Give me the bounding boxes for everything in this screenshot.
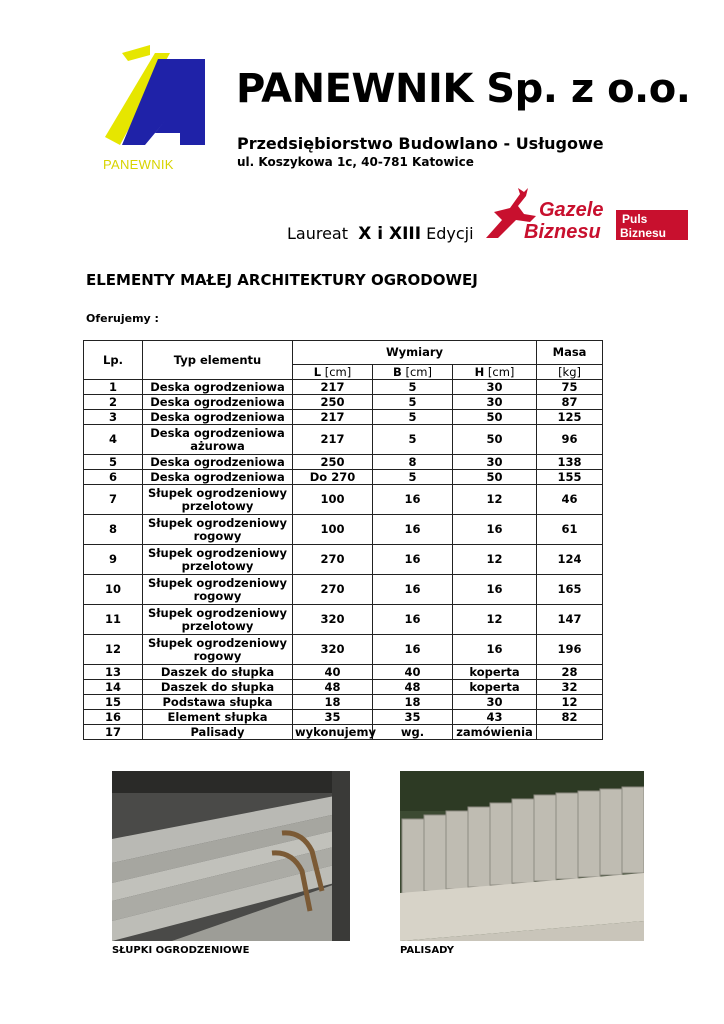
cell-b: 5 [373, 410, 453, 425]
laureat-editions: X i XIII [358, 224, 422, 244]
cell-h: 16 [453, 575, 537, 605]
cell-l: 40 [293, 665, 373, 680]
cell-lp: 6 [84, 470, 143, 485]
table-row [84, 425, 603, 455]
cell-type: Słupek ogrodzeniowy przelotowy [143, 605, 293, 635]
caption-palisades: PALISADY [400, 945, 454, 956]
company-subtitle: Przedsiębiorstwo Budowlano - Usługowe [237, 134, 604, 153]
cell-type: Deska ogrodzeniowa [143, 470, 293, 485]
cell-h: 50 [453, 410, 537, 425]
cell-m: 124 [537, 545, 603, 575]
cell-type: Słupek ogrodzeniowy rogowy [143, 575, 293, 605]
cell-lp: 9 [84, 545, 143, 575]
gazele-biznesu-badge [484, 186, 690, 242]
cell-l: 320 [293, 605, 373, 635]
unit-l: L [cm] [293, 365, 373, 380]
cell-b: 16 [373, 485, 453, 515]
cell-type: Element słupka [143, 710, 293, 725]
badge-puls1: Puls [622, 212, 648, 226]
cell-lp: 13 [84, 665, 143, 680]
cell-type: Słupek ogrodzeniowy przelotowy [143, 545, 293, 575]
cell-b: 16 [373, 605, 453, 635]
table-row [84, 695, 603, 710]
cell-l: 270 [293, 545, 373, 575]
laureat-line [287, 224, 474, 244]
cell-type: Deska ogrodzeniowa [143, 380, 293, 395]
cell-type: Daszek do słupka [143, 665, 293, 680]
cell-l: 18 [293, 695, 373, 710]
laureat-suffix: Edycji [426, 224, 474, 243]
cell-m: 12 [537, 695, 603, 710]
unit-h: H [cm] [453, 365, 537, 380]
products-table [83, 340, 603, 740]
cell-l: 35 [293, 710, 373, 725]
table-row [84, 710, 603, 725]
cell-h: 12 [453, 485, 537, 515]
cell-type: Daszek do słupka [143, 680, 293, 695]
cell-l: 320 [293, 635, 373, 665]
table-row [84, 665, 603, 680]
cell-b: 18 [373, 695, 453, 710]
table-row [84, 485, 603, 515]
cell-m: 28 [537, 665, 603, 680]
cell-b: 5 [373, 395, 453, 410]
caption-fence-posts: SŁUPKI OGRODZENIOWE [112, 945, 250, 956]
cell-lp: 15 [84, 695, 143, 710]
cell-m: 75 [537, 380, 603, 395]
cell-lp: 8 [84, 515, 143, 545]
cell-h: 50 [453, 470, 537, 485]
cell-m: 46 [537, 485, 603, 515]
table-row [84, 455, 603, 470]
unit-b: B [cm] [373, 365, 453, 380]
table-row [84, 605, 603, 635]
cell-lp: 5 [84, 455, 143, 470]
cell-h: 12 [453, 605, 537, 635]
cell-m: 82 [537, 710, 603, 725]
cell-lp: 10 [84, 575, 143, 605]
offer-label: Oferujemy : [86, 312, 159, 325]
cell-b: 8 [373, 455, 453, 470]
section-heading: ELEMENTY MAŁEJ ARCHITEKTURY OGRODOWEJ [86, 271, 478, 289]
cell-type: Deska ogrodzeniowa ażurowa [143, 425, 293, 455]
unit-mass: [kg] [537, 365, 603, 380]
cell-m: 61 [537, 515, 603, 545]
cell-lp: 14 [84, 680, 143, 695]
table-row [84, 470, 603, 485]
cell-h: koperta [453, 680, 537, 695]
cell-m: 32 [537, 680, 603, 695]
table-row [84, 635, 603, 665]
cell-h: 12 [453, 545, 537, 575]
cell-m: 165 [537, 575, 603, 605]
cell-lp: 12 [84, 635, 143, 665]
cell-h: koperta [453, 665, 537, 680]
cell-lp: 3 [84, 410, 143, 425]
cell-lp: 17 [84, 725, 143, 740]
cell-b: 5 [373, 425, 453, 455]
cell-l: 217 [293, 380, 373, 395]
cell-l: 48 [293, 680, 373, 695]
cell-type: Słupek ogrodzeniowy rogowy [143, 515, 293, 545]
cell-m: 87 [537, 395, 603, 410]
cell-m: 196 [537, 635, 603, 665]
cell-lp: 4 [84, 425, 143, 455]
company-name: PANEWNIK Sp. z o.o. [236, 66, 691, 112]
cell-l: 100 [293, 515, 373, 545]
cell-type: Palisady [143, 725, 293, 740]
company-address: ul. Koszykowa 1c, 40-781 Katowice [237, 155, 474, 169]
cell-type: Podstawa słupka [143, 695, 293, 710]
cell-b: 48 [373, 680, 453, 695]
header-mass: Masa [537, 341, 603, 365]
cell-type: Słupek ogrodzeniowy przelotowy [143, 485, 293, 515]
cell-type: Deska ogrodzeniowa [143, 410, 293, 425]
cell-b: 40 [373, 665, 453, 680]
cell-b: 16 [373, 635, 453, 665]
cell-type: Deska ogrodzeniowa [143, 395, 293, 410]
cell-b: 5 [373, 380, 453, 395]
cell-l: 250 [293, 395, 373, 410]
cell-m [537, 725, 603, 740]
cell-m: 96 [537, 425, 603, 455]
cell-h: 30 [453, 695, 537, 710]
cell-m: 138 [537, 455, 603, 470]
cell-l: 250 [293, 455, 373, 470]
cell-b: 5 [373, 470, 453, 485]
header-lp: Lp. [84, 341, 143, 380]
header-dims: Wymiary [293, 341, 537, 365]
cell-lp: 1 [84, 380, 143, 395]
cell-h: 16 [453, 635, 537, 665]
cell-type: Deska ogrodzeniowa [143, 455, 293, 470]
cell-l: Do 270 [293, 470, 373, 485]
cell-l: 217 [293, 410, 373, 425]
cell-lp: 2 [84, 395, 143, 410]
photo-fence-posts [112, 771, 350, 941]
table-row [84, 410, 603, 425]
laureat-prefix: Laureat [287, 224, 349, 243]
badge-line1: Gazele [539, 199, 604, 221]
cell-h: 43 [453, 710, 537, 725]
cell-h: 30 [453, 455, 537, 470]
cell-lp: 16 [84, 710, 143, 725]
panewnik-logo [100, 45, 210, 175]
cell-m: 155 [537, 470, 603, 485]
table-row [84, 380, 603, 395]
cell-h: 16 [453, 515, 537, 545]
header-type: Typ elementu [143, 341, 293, 380]
cell-l: wykonujemy [293, 725, 373, 740]
badge-line2: Biznesu [524, 221, 601, 242]
cell-b: 35 [373, 710, 453, 725]
cell-m: 147 [537, 605, 603, 635]
cell-b: 16 [373, 545, 453, 575]
cell-l: 217 [293, 425, 373, 455]
table-row [84, 395, 603, 410]
cell-type: Słupek ogrodzeniowy rogowy [143, 635, 293, 665]
cell-l: 270 [293, 575, 373, 605]
cell-h: 30 [453, 395, 537, 410]
logo-text: PANEWNIK [103, 157, 174, 172]
cell-m: 125 [537, 410, 603, 425]
cell-b: 16 [373, 575, 453, 605]
table-row [84, 725, 603, 740]
cell-lp: 7 [84, 485, 143, 515]
badge-puls2: Biznesu [620, 226, 667, 240]
table-row [84, 680, 603, 695]
cell-b: wg. [373, 725, 453, 740]
table-row [84, 575, 603, 605]
table-row [84, 515, 603, 545]
table-row [84, 545, 603, 575]
cell-h: zamówienia [453, 725, 537, 740]
cell-h: 30 [453, 380, 537, 395]
cell-l: 100 [293, 485, 373, 515]
photo-palisades [400, 771, 644, 941]
cell-h: 50 [453, 425, 537, 455]
cell-lp: 11 [84, 605, 143, 635]
cell-b: 16 [373, 515, 453, 545]
